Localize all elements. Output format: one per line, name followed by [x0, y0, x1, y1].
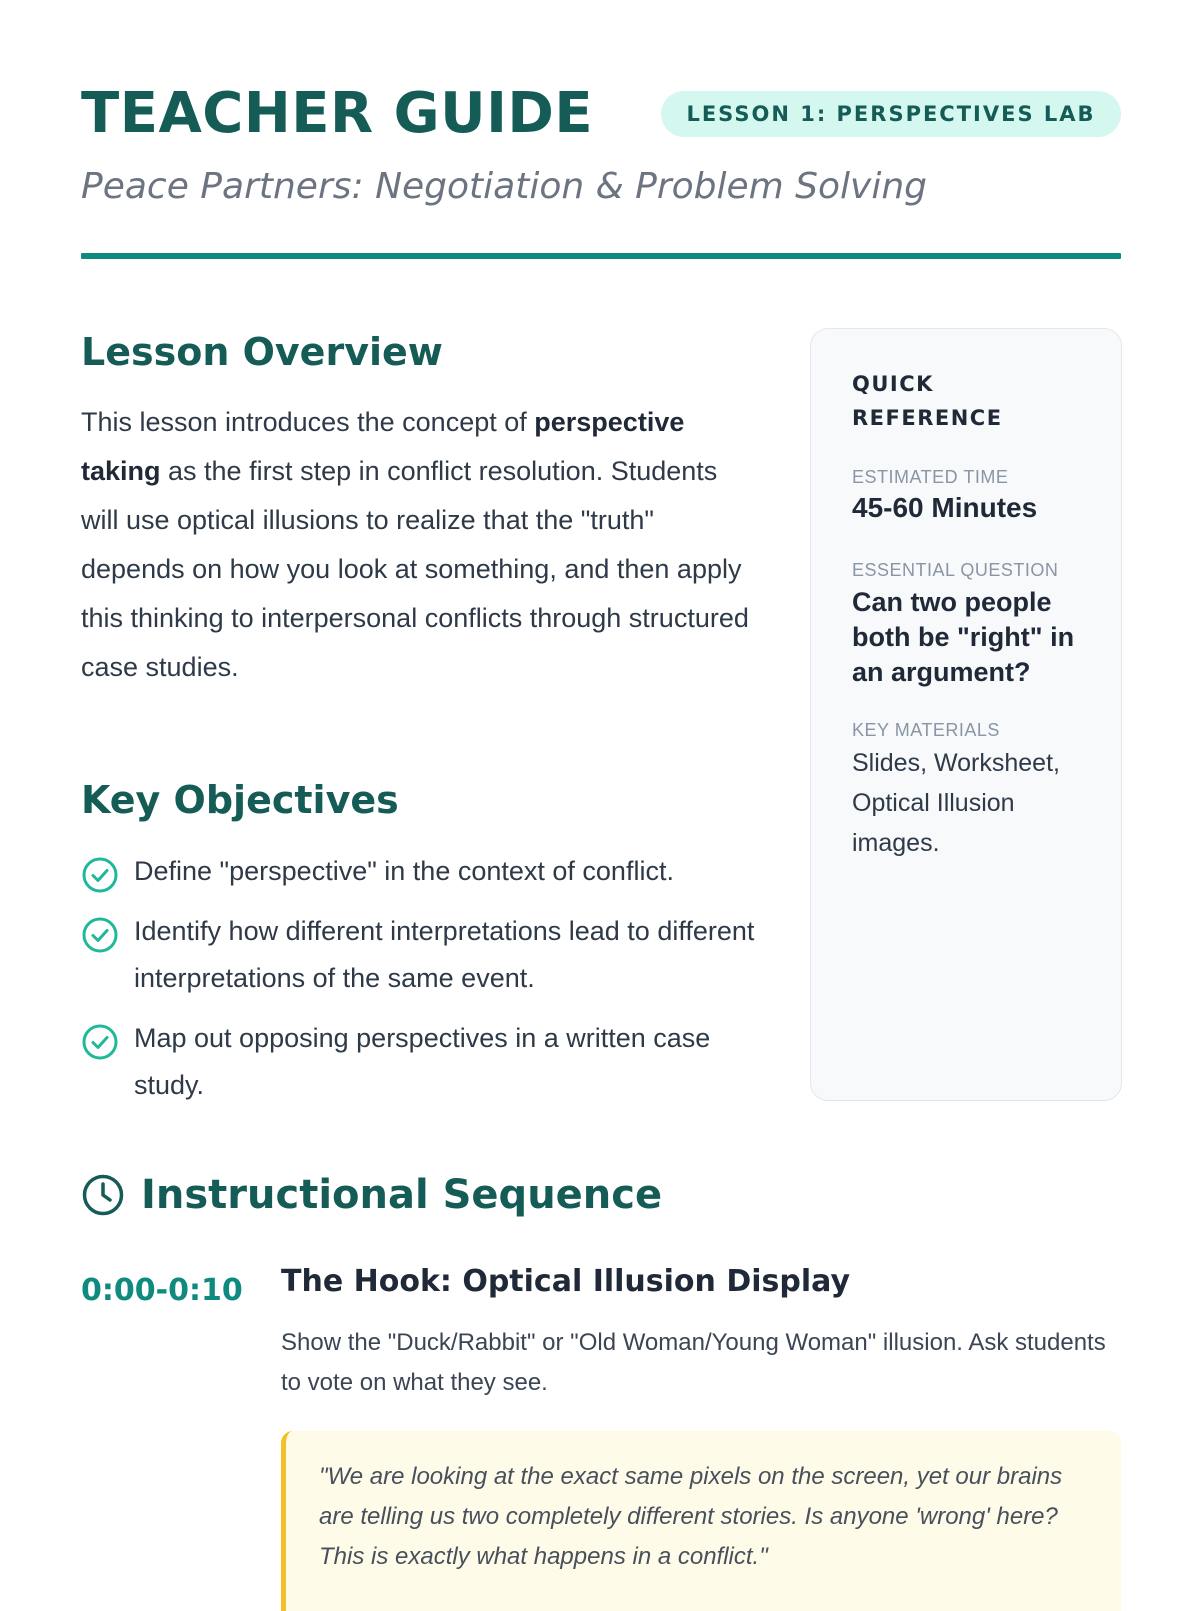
objectives-heading: Key Objectives	[81, 778, 399, 822]
sequence-heading: Instructional Sequence	[141, 1172, 663, 1218]
overview-text-after: as the first step in conflict resolution. Students will use optical illusions to realize that the "truth" depends on how you look at something, and then apply this thinking to interpersonal conflicts through structured case studies.	[81, 456, 749, 682]
estimated-time-label: ESTIMATED TIME	[852, 467, 1009, 487]
page-subtitle: Peace Partners: Negotiation & Problem Solving	[81, 166, 928, 207]
step-time: 0:00-0:10	[81, 1273, 243, 1308]
quote-text: "We are looking at the exact same pixels on the screen, yet our brains are telling us two completely different stories. Is anyone 'wrong' here? This is exactly what happens in a conflict."	[319, 1463, 1063, 1570]
check-circle-icon	[81, 856, 119, 894]
objective-item	[81, 1015, 771, 1109]
objectives-list	[81, 848, 771, 1122]
overview-text	[81, 398, 761, 692]
teacher-script-quote	[281, 1431, 1121, 1611]
objective-item	[81, 908, 771, 1002]
key-materials-value: Slides, Worksheet, Optical Illusion images.	[852, 749, 1060, 857]
header-divider	[81, 253, 1121, 259]
overview-text-bold: perspective taking	[81, 407, 685, 486]
key-materials-label: KEY MATERIALS	[852, 720, 1000, 740]
essential-question-label: ESSENTIAL QUESTION	[852, 560, 1059, 580]
check-circle-icon	[81, 916, 119, 954]
objective-text: Define "perspective" in the context of conflict.	[134, 856, 674, 886]
overview-text-before: This lesson introduces the concept of	[81, 407, 535, 437]
lesson-badge: LESSON 1: PERSPECTIVES LAB	[661, 91, 1121, 137]
objective-text: Identify how different interpretations lead to different interpretations of the same event.	[134, 916, 755, 993]
estimated-time-value: 45-60 Minutes	[852, 492, 1038, 523]
step-description: Show the "Duck/Rabbit" or "Old Woman/Young Woman" illusion. Ask students to vote on what they see.	[281, 1329, 1106, 1396]
quick-reference-card	[810, 328, 1122, 1101]
sequence-heading-row	[81, 1172, 662, 1218]
clock-icon	[81, 1173, 125, 1217]
quick-reference-title: QUICK REFERENCE	[852, 372, 1003, 430]
step-title: The Hook: Optical Illusion Display	[281, 1264, 851, 1299]
page-title: TEACHER GUIDE	[81, 81, 594, 146]
check-circle-icon	[81, 1023, 119, 1061]
objective-text: Map out opposing perspectives in a written case study.	[134, 1023, 711, 1100]
guide-header	[81, 80, 1121, 260]
overview-heading: Lesson Overview	[81, 330, 443, 374]
essential-question-value: Can two people both be "right" in an argument?	[852, 587, 1075, 687]
objective-item	[81, 848, 771, 895]
